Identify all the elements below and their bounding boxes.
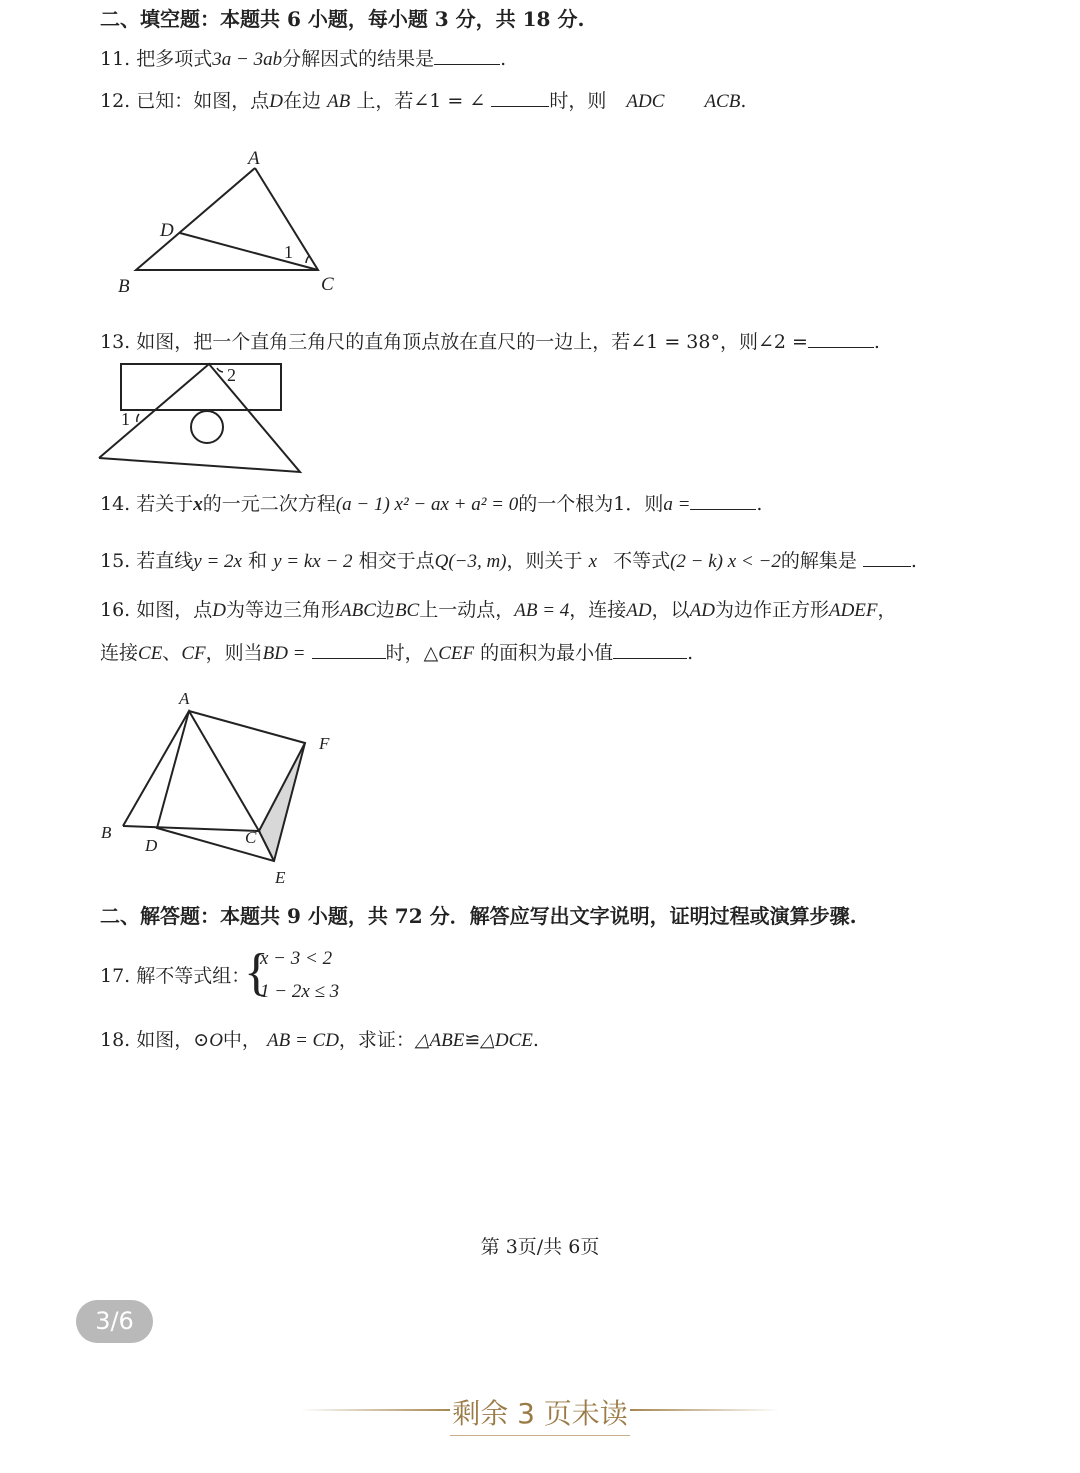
congruent-symbol: ≌ <box>464 1029 481 1051</box>
question-text: ，求证： <box>338 1029 415 1051</box>
angle-label: ACB <box>704 91 741 112</box>
point-label: D <box>212 600 227 621</box>
triangle-figure <box>110 140 350 300</box>
question-text: 时，则 <box>549 90 607 112</box>
page-indicator: 3/6 <box>76 1300 153 1343</box>
page-footer: 第 3页/共 6页 <box>480 1236 600 1258</box>
triangle-label: △ABE <box>414 1030 465 1051</box>
question-text: 分解因式的结果是 <box>282 48 435 70</box>
segment-label: AD <box>689 600 715 621</box>
question-number: 13. <box>100 331 131 353</box>
question-text: 把多项式 <box>136 48 213 70</box>
question-number: 12. <box>100 90 131 112</box>
inequality-1: x − 3 < 2 <box>260 948 333 969</box>
question-text: 时，△ <box>385 642 439 664</box>
answer-blank <box>434 46 500 65</box>
question-14 <box>100 491 762 517</box>
variable: x <box>193 494 203 515</box>
divider <box>630 1409 780 1411</box>
question-16-line-2 <box>100 640 693 666</box>
question-text: ，则关于 <box>506 550 583 572</box>
period: . <box>756 493 763 515</box>
question-text: ，连接 <box>569 599 627 621</box>
question-13 <box>100 329 880 354</box>
question-text: ， <box>877 599 897 621</box>
separator: 、 <box>162 642 182 664</box>
vertex-label-a: A <box>248 148 260 169</box>
vertex-label-a: A <box>179 689 190 708</box>
question-text: ，以 <box>651 599 690 621</box>
question-text: 解不等式组： <box>136 965 251 987</box>
question-text: 为边作正方形 <box>714 599 829 621</box>
question-text: 相交于点 <box>358 550 435 572</box>
question-text: 的一个根为1．则 <box>518 493 664 515</box>
divider <box>300 1409 450 1411</box>
question-number: 18. <box>100 1029 131 1051</box>
question-15 <box>100 548 917 574</box>
inequality: (2 − k) x < −2 <box>670 551 781 572</box>
answer-blank <box>863 548 911 567</box>
segment-label: CE <box>138 643 163 664</box>
system-brace: { <box>244 944 269 1001</box>
expression: 3a − 3ab <box>212 49 283 70</box>
equation: (a − 1) x² − ax + a² = 0 <box>335 494 519 515</box>
square-label: ADEF <box>828 600 878 621</box>
question-text: 如图，把一个直角三角尺的直角顶点放在直尺的一边上，若∠1 = 38°，则∠2 = <box>136 331 808 353</box>
question-text: 若直线 <box>136 550 194 572</box>
point-label: D <box>269 91 284 112</box>
question-number: 14. <box>100 493 131 515</box>
question-number: 15. <box>100 550 131 572</box>
circle-label: O <box>209 1030 223 1051</box>
square-triangle-figure <box>95 685 345 890</box>
answer-blank <box>613 640 687 659</box>
equation: a = <box>663 494 691 515</box>
vertex-label-c: C <box>321 274 334 295</box>
vertex-label-d: D <box>145 836 158 855</box>
equation: BD = <box>262 643 306 664</box>
triangle-label: ABC <box>340 600 376 621</box>
read-more-row[interactable] <box>300 1390 780 1430</box>
period: . <box>910 550 917 572</box>
angle-label: ADC <box>626 91 665 112</box>
equation: AB = CD <box>266 1030 339 1051</box>
period: . <box>740 90 747 112</box>
triangle-label: CEF <box>438 643 475 664</box>
answer-blank <box>312 640 386 659</box>
question-text: 为等边三角形 <box>226 599 341 621</box>
period: . <box>687 642 694 664</box>
question-text: 和 <box>248 550 268 572</box>
segment-label: AD <box>626 600 652 621</box>
vertex-label-f: F <box>319 734 330 753</box>
segment-label: AB <box>327 91 351 112</box>
angle-2-label: 2 <box>227 365 236 385</box>
question-text: 若关于 <box>136 493 194 515</box>
segment-label: CF <box>181 643 206 664</box>
angle-label: 1 <box>284 242 293 262</box>
question-text: 中， <box>222 1029 261 1051</box>
vertex-label-b: B <box>101 823 112 842</box>
question-number: 16. <box>100 599 131 621</box>
read-more-link[interactable]: 剩余 3 页未读 <box>450 1392 630 1436</box>
question-number: 11. <box>100 48 131 70</box>
question-16 <box>100 598 897 623</box>
vertex-label-d: D <box>160 220 174 241</box>
question-text: 如图，⊙ <box>136 1029 210 1051</box>
equation: y = kx − 2 <box>273 551 353 572</box>
question-text: 的解集是 <box>780 550 857 572</box>
question-12 <box>100 88 746 114</box>
vertex-label-c: C <box>245 828 257 847</box>
question-text: 的一元二次方程 <box>202 493 336 515</box>
question-number: 17. <box>100 965 131 987</box>
point-label: Q(−3, m) <box>434 551 507 572</box>
question-text: 在边 <box>283 90 322 112</box>
answer-blank <box>808 329 874 348</box>
answer-blank <box>491 88 549 107</box>
period: . <box>532 1029 539 1051</box>
question-text: 已知：如图，点 <box>136 90 270 112</box>
question-text: 如图，点 <box>136 599 213 621</box>
question-text: 上，若∠1 = ∠ <box>356 90 486 112</box>
ruler-triangle-figure <box>95 360 315 480</box>
question-text: 不等式 <box>613 550 671 572</box>
section-title: 二、解答题：本题共 9 小题，共 72 分．解答应写出文字说明，证明过程或演算步骤. <box>100 904 857 928</box>
period: . <box>500 48 507 70</box>
question-text: 的面积为最小值 <box>480 642 614 664</box>
question-17 <box>100 964 250 988</box>
answer-blank <box>690 491 756 510</box>
question-text: ，则当 <box>205 642 263 664</box>
segment-label: BC <box>394 600 420 621</box>
question-18 <box>100 1028 539 1053</box>
inequality-2: 1 − 2x ≤ 3 <box>260 981 340 1002</box>
equation: y = 2x <box>193 551 242 572</box>
question-text: 连接 <box>100 642 139 664</box>
angle-1-label: 1 <box>121 409 130 429</box>
section-title: 二、填空题：本题共 6 小题，每小题 3 分，共 18 分. <box>100 7 585 31</box>
vertex-label-e: E <box>275 868 286 887</box>
triangle-label: △DCE <box>480 1030 533 1051</box>
vertex-label-b: B <box>118 276 130 297</box>
question-text: 边 <box>375 599 395 621</box>
variable: x <box>588 551 598 572</box>
question-text: 上一动点， <box>419 599 515 621</box>
equation: AB = 4 <box>514 600 570 621</box>
period: . <box>873 331 880 353</box>
question-11 <box>100 46 506 72</box>
